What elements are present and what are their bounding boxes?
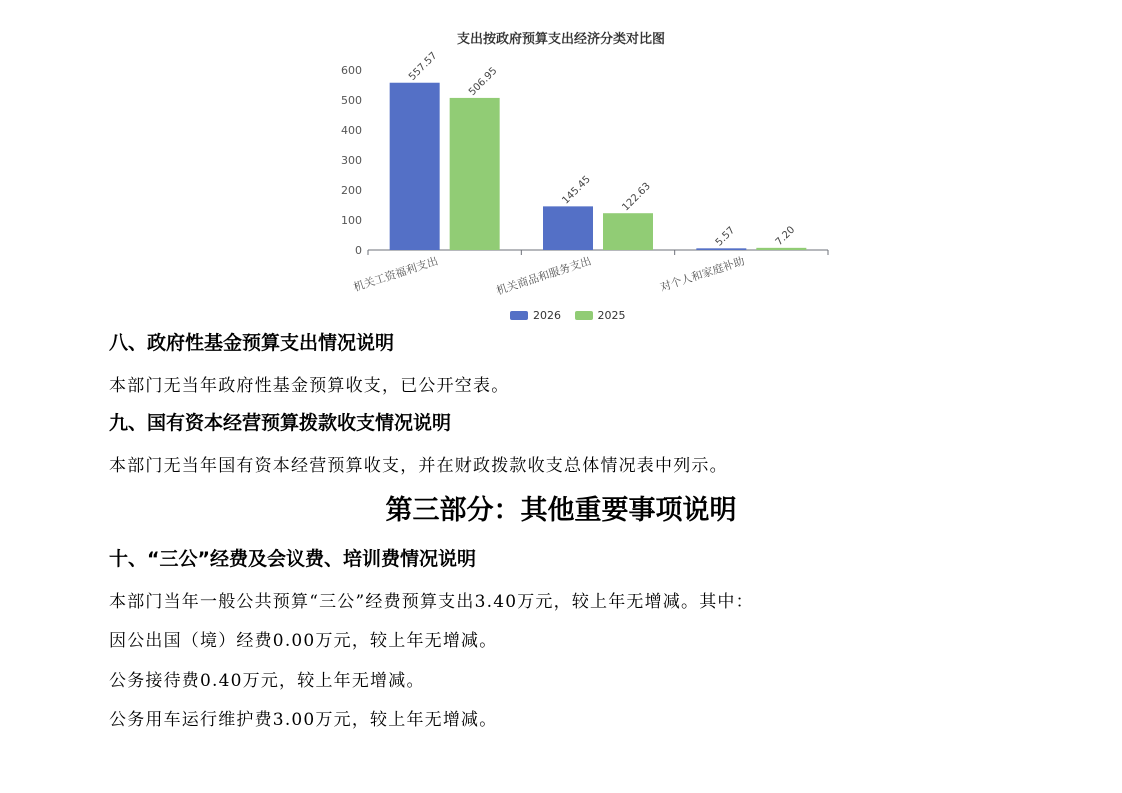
bar xyxy=(543,206,593,250)
chart-title: 支出按政府预算支出经济分类对比图 xyxy=(456,32,665,47)
y-tick-label: 0 xyxy=(355,244,362,257)
bar-data-label: 557.57 xyxy=(407,50,440,83)
section-8-heading: 八、政府性基金预算支出情况说明 xyxy=(109,332,395,354)
section-8-text: 本部门无当年政府性基金预算收支，已公开空表。 xyxy=(109,376,510,396)
part-3-title: 第三部分：其他重要事项说明 xyxy=(385,495,737,526)
y-tick-label: 600 xyxy=(341,64,362,77)
section-9-text: 本部门无当年国有资本经营预算收支，并在财政拨款收支总体情况表中列示。 xyxy=(109,456,728,476)
bar xyxy=(756,248,806,250)
bar-data-label: 506.95 xyxy=(467,65,500,99)
y-tick-label: 400 xyxy=(341,124,362,137)
bar-data-label: 5.57 xyxy=(713,224,738,249)
expenditure-comparison-chart xyxy=(0,0,1122,330)
y-tick-label: 200 xyxy=(341,184,362,197)
y-tick-label: 300 xyxy=(341,154,362,167)
section-10-line-3: 公务接待费0.40万元，较上年无增减。 xyxy=(109,671,425,691)
section-10-line-1: 本部门当年一般公共预算“三公”经费预算支出3.40万元，较上年无增减。其中： xyxy=(109,592,754,612)
section-9-heading: 九、国有资本经营预算拨款收支情况说明 xyxy=(109,412,452,434)
bar xyxy=(390,83,440,250)
section-10-line-2: 因公出国（境）经费0.00万元，较上年无增减。 xyxy=(109,631,498,651)
bar-data-label: 145.45 xyxy=(560,173,593,207)
bar-chart-svg xyxy=(0,0,1122,330)
x-category-label: 机关商品和服务支出 xyxy=(494,254,593,298)
legend-item-2026[interactable] xyxy=(510,309,561,322)
y-tick-label: 500 xyxy=(341,94,362,107)
y-tick-label: 100 xyxy=(341,214,362,227)
legend-item-2025[interactable] xyxy=(575,309,626,322)
bar xyxy=(450,98,500,250)
legend-label-2025: 2025 xyxy=(597,309,626,322)
legend-swatch-2025 xyxy=(575,311,593,320)
x-category-label: 机关工资福利支出 xyxy=(351,254,440,295)
bar-data-label: 7.20 xyxy=(773,224,798,248)
chart-legend xyxy=(510,309,636,323)
bar-data-label: 122.63 xyxy=(620,180,653,214)
legend-swatch-2026 xyxy=(510,311,528,320)
section-10-heading: 十、“三公”经费及会议费、培训费情况说明 xyxy=(109,548,476,570)
section-10-line-4: 公务用车运行维护费3.00万元，较上年无增减。 xyxy=(109,710,498,730)
x-category-label: 对个人和家庭补助 xyxy=(658,254,747,295)
bar xyxy=(603,213,653,250)
legend-label-2026: 2026 xyxy=(533,309,561,322)
